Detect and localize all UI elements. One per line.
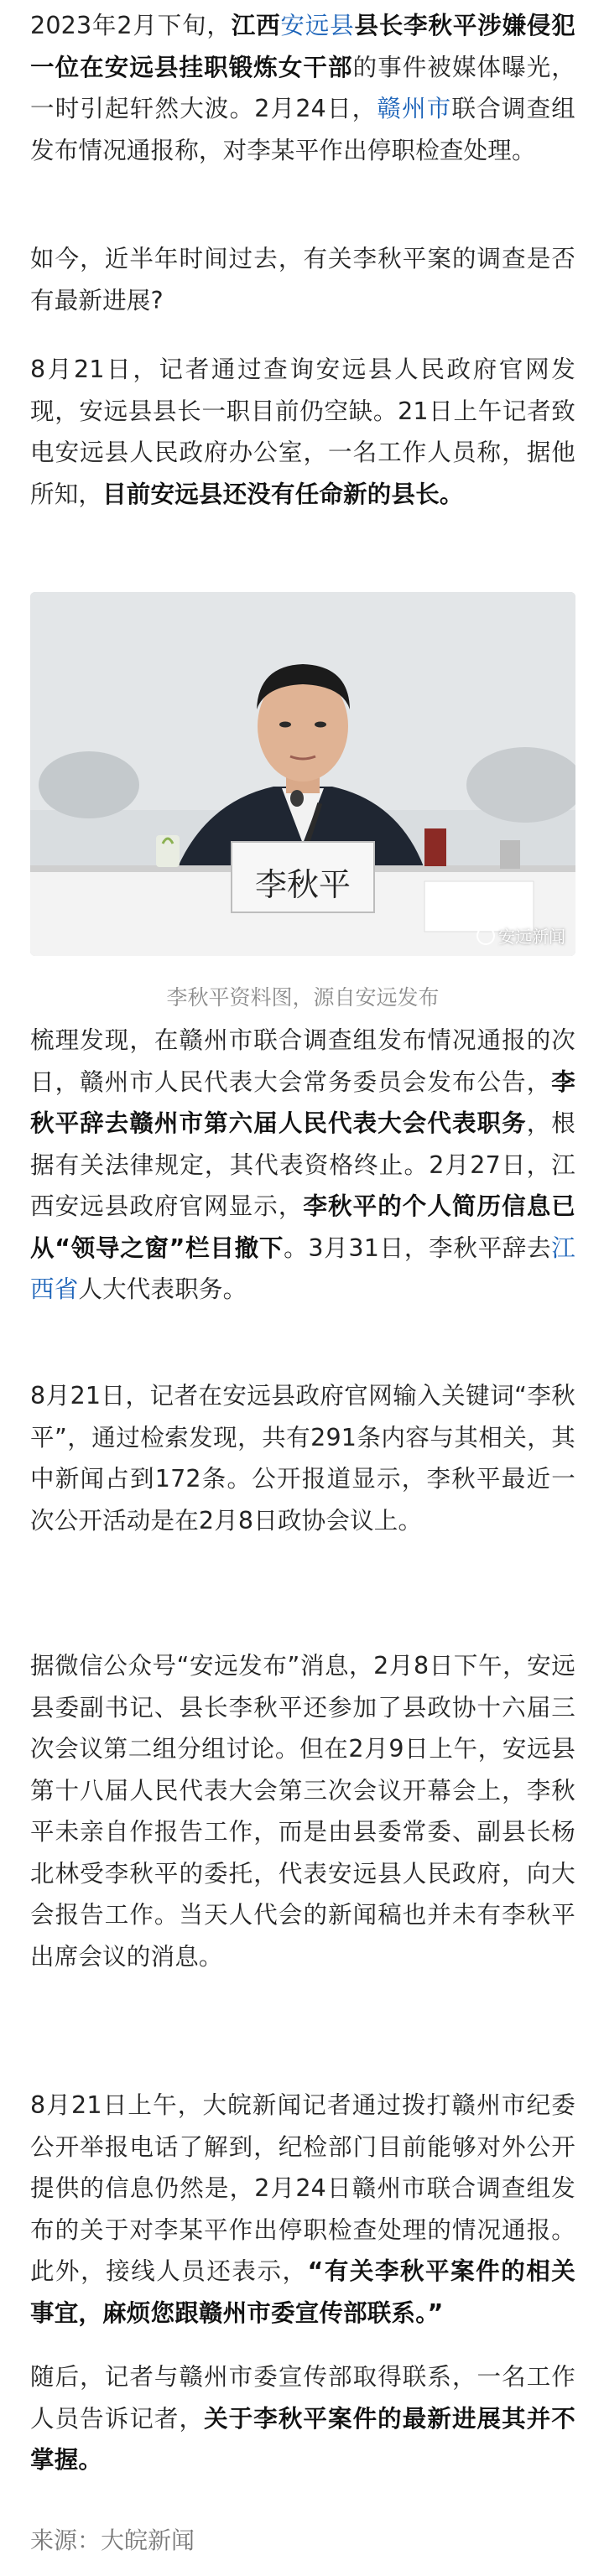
paragraph-text: 如今，近半年时间过去，有关李秋平案的调查是否有最新进展? [30,245,575,314]
bold-text: 目前安远县还没有任命新的县长。 [102,480,464,508]
paragraph-text: 梳理发现，在赣州市联合调查组发布情况通报的次日，赣州市人民代表大会常务委员会发布公告， [30,1026,575,1096]
paragraph-text: 随后，记者与赣州市委宣传部取得联系，一名工作人员告诉记者， [30,2363,575,2433]
inline-link[interactable]: 赣州市 [377,95,452,122]
bold-text: 关于李秋平案件的最新进展其并不掌握。 [30,2404,575,2474]
watermark-logo-icon [476,927,495,945]
photo-caption: 李秋平资料图，源自安远发布 [166,985,440,1010]
paragraph-4 [30,1020,575,1311]
bold-text: 县长李秋平涉嫌侵犯一位在安远县挂职锻炼女干部 [30,12,575,81]
bold-text: “有关李秋平案件的相关事宜，麻烦您跟赣州市委宣传部联系。” [30,2257,575,2327]
paragraph-text: 8月21日，记者通过查询安远县人民政府官网发现，安远县县长一职目前仍空缺。21日上午记者致电安远县人民政府办公室，一名工作人员称，据他所知， [30,356,575,508]
name-plate-text: 李秋平 [254,866,351,903]
paragraph-text: 8月21日，记者在安远县政府官网输入关键词“李秋平”，通过检索发现，共有291条内容与其相关，其中新闻占到172条。公开报道显示，李秋平最近一次公开活动是在2月8日政协会议上。 [30,1382,575,1535]
paragraph-2 [30,238,575,321]
paragraph-text: 。3月31日，李秋平辞去 [284,1233,552,1262]
paragraph-6 [30,1645,575,1977]
inline-link[interactable]: 安远县 [280,12,355,39]
paragraph-text: ，根据有关法律规定，其代表资格终止。2月27日，江西安远县政府官网显示， [30,1109,575,1220]
article-photo[interactable] [30,592,575,956]
photo-watermark [476,923,565,948]
watermark-text: 安远新闻 [498,927,565,947]
paragraph-text: 联合调查组发布情况通报称，对李某平作出停职检查处理。 [30,95,575,164]
paragraph-3 [30,349,575,515]
paragraph-text: 据微信公众号“安远发布”消息，2月8日下午，安远县委副书记、县长李秋平还参加了县政协十六届三次会议第二组分组讨论。但在2月9日上午，安远县第十八届人民代表大会第三次会议开幕会上，李秋平未亲自作报告工作，而是由县委常委、副县长杨北林受李秋平的委托，代表安远县人民政府，向大会报告工作。当天人代会的新闻稿也并未有李秋平出席会议的消息。 [30,1652,575,1971]
paragraph-1 [30,5,575,171]
inline-link[interactable]: 江西省 [30,1233,575,1303]
paragraph-text: 2023年2月下旬， [30,12,232,39]
paragraph-text: 人大代表职务。 [78,1275,247,1303]
paragraph-7 [30,2085,575,2334]
article-source: 来源：大皖新闻 [30,2527,195,2554]
bold-text: 李秋平辞去赣州市第六届人民代表大会代表职务 [30,1067,575,1137]
paragraph-text: 的事件被媒体曝光，一时引起轩然大波。2月24日， [30,53,575,122]
bold-text: 江西 [231,12,281,39]
paragraph-5 [30,1375,575,1541]
bold-text: 李秋平的个人简历信息已从“领导之窗”栏目撤下 [30,1192,576,1262]
paragraph-text: 8月21日上午，大皖新闻记者通过拨打赣州市纪委公开举报电话了解到，纪检部门目前能够对外公开提供的信息仍然是，2月24日赣州市联合调查组发布的关于对李某平作出停职检查处理的情况通报。此外，接线人员还表示， [30,2091,575,2285]
paragraph-8 [30,2356,575,2481]
